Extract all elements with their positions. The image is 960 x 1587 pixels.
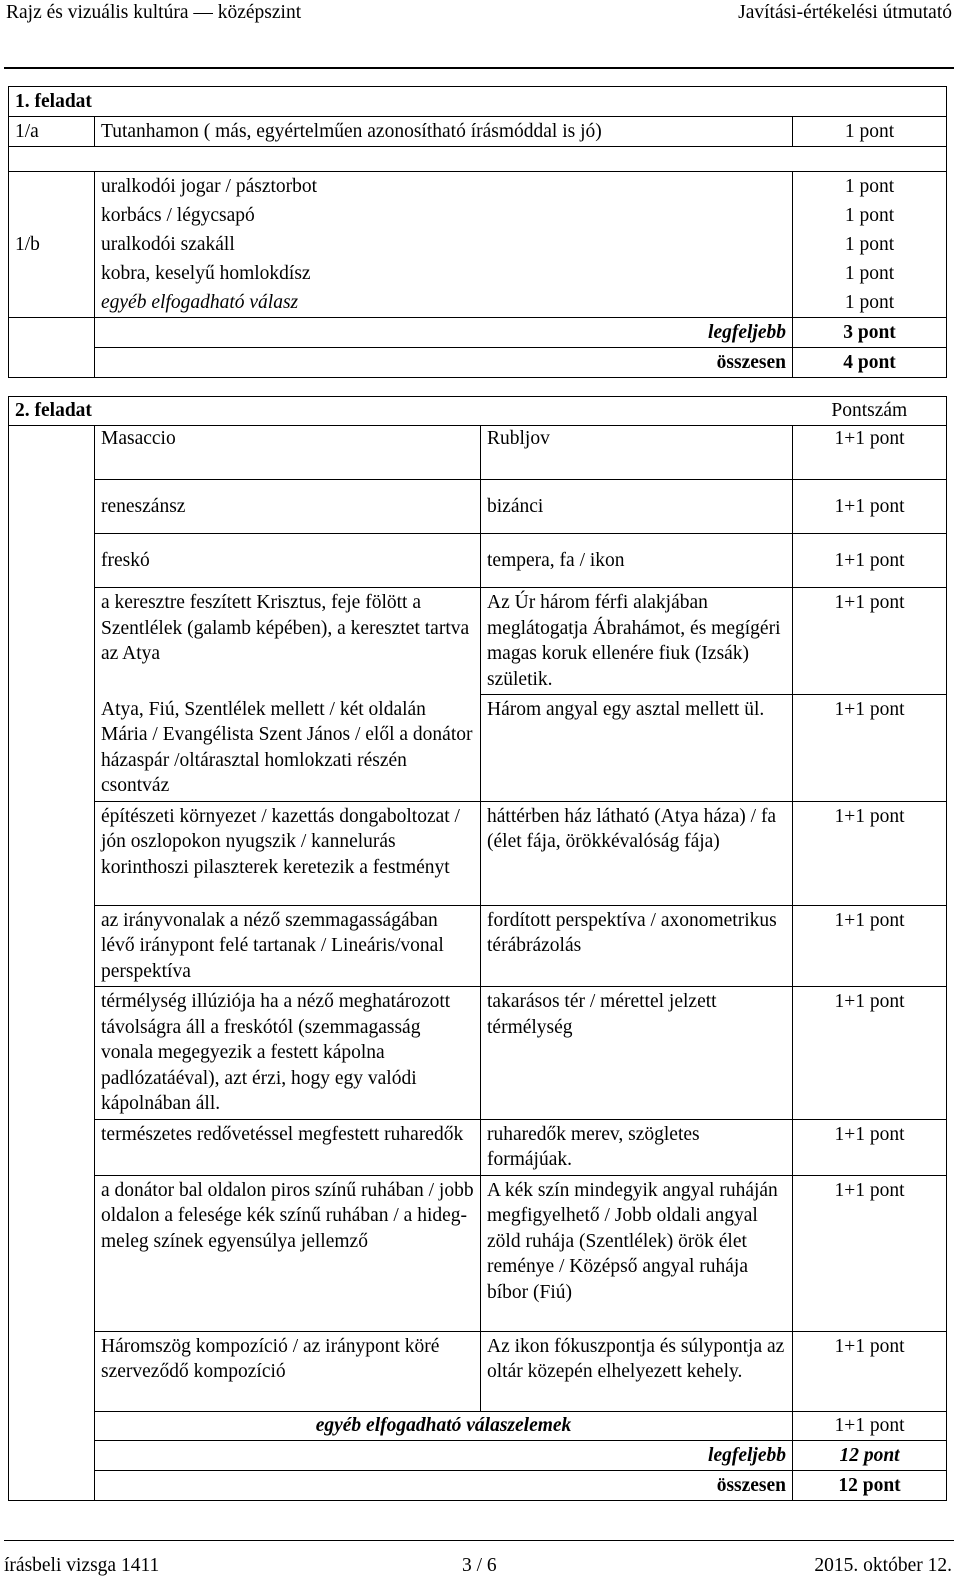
task1a-label: 1/a	[9, 117, 95, 147]
task2-total-label: összesen	[95, 1470, 793, 1500]
answer-left: Masaccio	[95, 426, 481, 480]
task1b-answers	[95, 172, 793, 318]
answer-left: reneszánsz	[95, 480, 481, 534]
row-points: 1+1 pont	[793, 801, 947, 905]
row-points: 1+1 pont	[793, 426, 947, 480]
answer-right: bizánci	[481, 480, 793, 534]
answer-left: freskó	[95, 534, 481, 588]
task1b-points	[793, 172, 947, 318]
answer-left: Atya, Fiú, Szentlélek mellett / két oldalán Mária / Evangélista Szent János / elől a donátor házaspár /oltárasztal homlokzati részén csontváz	[95, 695, 481, 802]
row-points: 1+1 pont	[793, 588, 947, 695]
answer-right: Az Úr három férfi alakjában meglátogatja Ábrahámot, és megígéri magas koruk ellenére fiuk (Izsák) születik.	[481, 588, 793, 695]
task1b-point: 1 pont	[844, 234, 895, 255]
header-rule	[4, 67, 954, 69]
answer-right: Rubljov	[481, 426, 793, 480]
answer-left: építészeti környezet / kazettás dongaboltozat / jón oszlopokon nyugszik / kannelurás korinthoszi pilaszterek keretezik a festményt	[95, 801, 481, 905]
other-answers-label: egyéb elfogadható válaszelemek	[95, 1411, 793, 1440]
task1a-text: Tutanhamon ( más, egyértelműen azonosítható írásmóddal is jó)	[95, 117, 793, 147]
answer-right: tempera, fa / ikon	[481, 534, 793, 588]
row-points: 1+1 pont	[793, 1175, 947, 1331]
task2-title: 2. feladat	[9, 397, 793, 426]
answer-right: háttérben ház látható (Atya háza) / fa (élet fája, örökkévalóság fája)	[481, 801, 793, 905]
task1-total-label: összesen	[95, 348, 793, 378]
answer-left: Háromszög kompozíció / az iránypont köré szerveződő kompozíció	[95, 1331, 481, 1411]
row-points: 1+1 pont	[793, 905, 947, 987]
task1b-point: 1 pont	[844, 292, 895, 313]
task2-total-points: 12 pont	[793, 1470, 947, 1500]
answer-right: ruharedők merev, szögletes formájúak.	[481, 1119, 793, 1175]
header-right: Javítási-értékelési útmutató	[738, 2, 952, 23]
score-header: Pontszám	[793, 397, 947, 426]
row-points: 1+1 pont	[793, 695, 947, 802]
other-answers-points: 1+1 pont	[793, 1411, 947, 1440]
footer-rule	[4, 1540, 954, 1541]
task1-title: 1. feladat	[9, 87, 947, 117]
row-points: 1+1 pont	[793, 987, 947, 1120]
row-points: 1+1 pont	[793, 1119, 947, 1175]
answer-left: a donátor bal oldalon piros színű ruhában / jobb oldalon a felesége kék színű ruhában / a hideg-meleg színek egyensúlya jellemző	[95, 1175, 481, 1331]
task1-table	[8, 86, 947, 378]
task1b-answer: korbács / légycsapó	[101, 205, 255, 226]
answer-left: az irányvonalak a néző szemmagasságában lévő iránypont felé tartanak / Lineáris/vonal perspektíva	[95, 905, 481, 987]
task2-max-label: legfeljebb	[95, 1440, 793, 1470]
task1b-answer: uralkodói jogar / pásztorbot	[101, 176, 318, 197]
footer-right: 2015. október 12.	[814, 1555, 952, 1576]
task1-max-label: legfeljebb	[95, 318, 793, 348]
answer-left: természetes redővetéssel megfestett ruharedők	[95, 1119, 481, 1175]
task1b-point: 1 pont	[844, 176, 895, 197]
answer-right: fordított perspektíva / axonometrikus térábrázolás	[481, 905, 793, 987]
answer-right: Három angyal egy asztal mellett ül.	[481, 695, 793, 802]
answer-left: a keresztre feszített Krisztus, feje fölött a Szentlélek (galamb képében), a keresztet tartva az Atya	[95, 588, 481, 695]
footer-page: 3 / 6	[462, 1555, 497, 1576]
answer-left: térmélység illúziója ha a néző meghatározott távolságra áll a freskótól (szemmagasság vonala megegyezik a festett kápolna padlózatáéval), azt érzi, hogy egy valódi kápolnában áll.	[95, 987, 481, 1120]
footer-left: írásbeli vizsga 1411	[4, 1555, 160, 1576]
row-points: 1+1 pont	[793, 1331, 947, 1411]
answer-right: takarásos tér / mérettel jelzett térmélység	[481, 987, 793, 1120]
task1b-answer: egyéb elfogadható válasz	[101, 292, 299, 313]
answer-right: A kék szín mindegyik angyal ruháján megfigyelhető / Jobb oldali angyal zöld ruhája (Szentlélek) örök élet reménye / Középső angyal ruhája bíbor (Fiú)	[481, 1175, 793, 1331]
task2-max-points: 12 pont	[793, 1440, 947, 1470]
task1b-answer: kobra, keselyű homlokdísz	[101, 263, 311, 284]
answer-right: Az ikon fókuszpontja és súlypontja az oltár közepén elhelyezett kehely.	[481, 1331, 793, 1411]
page-header	[0, 0, 960, 26]
task1b-answer: uralkodói szakáll	[101, 234, 235, 255]
row-points: 1+1 pont	[793, 480, 947, 534]
task1a-points: 1 pont	[793, 117, 947, 147]
header-left: Rajz és vizuális kultúra — középszint	[6, 2, 302, 23]
task1-total-points: 4 pont	[793, 348, 947, 378]
task1-spacer	[9, 147, 947, 172]
task1b-point: 1 pont	[844, 205, 895, 226]
task1b-label: 1/b	[9, 172, 95, 318]
task1b-point: 1 pont	[844, 263, 895, 284]
task2-table	[8, 396, 947, 1501]
row-points: 1+1 pont	[793, 534, 947, 588]
task1-max-points: 3 pont	[793, 318, 947, 348]
